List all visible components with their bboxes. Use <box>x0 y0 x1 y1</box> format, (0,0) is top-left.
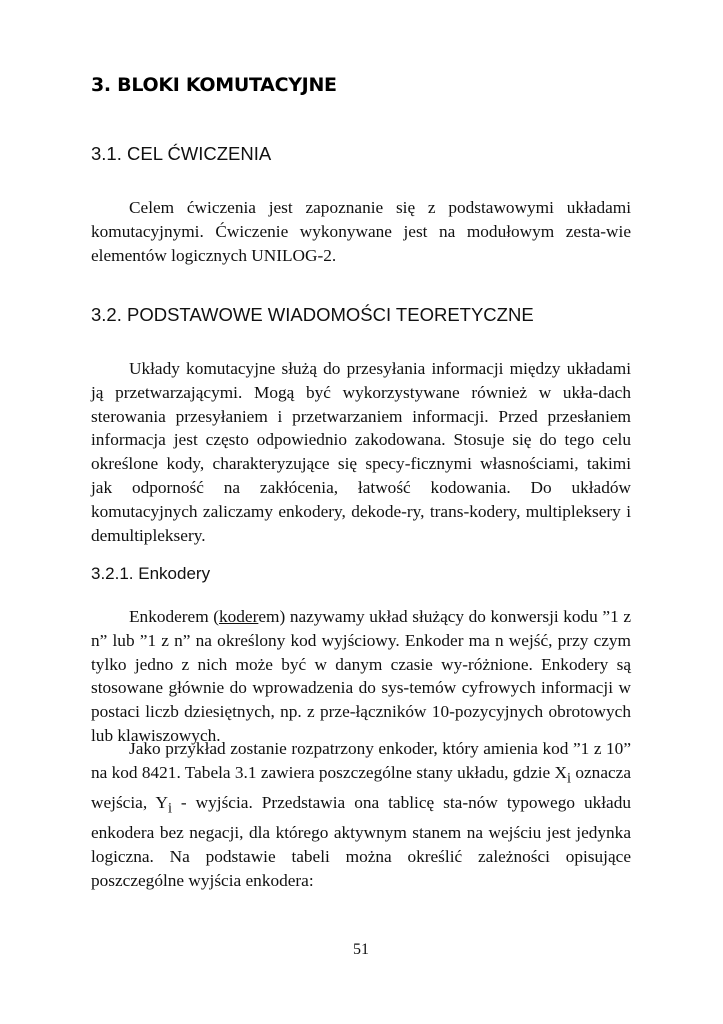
subsection-title-enkodery: 3.2.1. Enkodery <box>91 564 211 583</box>
subscript-i: i <box>567 770 572 787</box>
page-number: 51 <box>353 941 369 958</box>
chapter-title: 3. BLOKI KOMUTACYJNE <box>91 74 337 96</box>
document-page <box>91 0 631 1024</box>
enkodery-paragraph-definition <box>91 605 631 748</box>
section-paragraph-cel-cwiczenia: Celem ćwiczenia jest zapoznanie się z podstawowymi układami komutacyjnymi. Ćwiczenie wykonywane jest na modułowym zesta-wie elementów logicznych UNILOG-2. <box>91 198 631 265</box>
underlined-term: koder <box>219 607 259 626</box>
text-segment: oznacza wejścia, <box>91 762 632 813</box>
symbol-y: Y <box>155 793 168 813</box>
text-segment: Enkoderem ( <box>129 607 219 626</box>
section-title-wiadomosci-teoretyczne: 3.2. PODSTAWOWE WIADOMOŚCI TEORETYCZNE <box>91 304 534 325</box>
enkodery-paragraph-example <box>91 737 631 893</box>
text-segment: Jako przykład zostanie rozpatrzony enkoder, który amienia kod ”1 z 10” na kod 8421. Tabela 3.1 zawiera poszczególne stany układu, gdzie <box>91 739 631 782</box>
section-title-cel-cwiczenia: 3.1. CEL ĆWICZENIA <box>91 143 272 164</box>
section-paragraph-wiadomosci-teoretyczne: Układy komutacyjne służą do przesyłania informacji między układami ją przetwarzającymi. Mogą być wykorzystywane również w ukła-dach sterowania przesyłaniem i przetwarzaniem informacji. Przed przesłaniem informacja jest często odpowiednio zakodowana. Stosuje się do tego celu określone kody, charakteryzujące się specy-ficznymi własnościami, takimi jak odporność na zakłócenia, łatwość kodowania. Do układów komutacyjnych zaliczamy enkodery, dekode-ry, trans-kodery, multipleksery i demultipleksery. <box>91 359 631 545</box>
subscript-i: i <box>167 800 172 817</box>
text-segment: em) nazywamy układ służący do konwersji kodu ”1 z n” lub ”1 z n” na określony kod wyjściowy. Enkoder ma n wejść, przy czym tylko jedno z nich może być w danym czasie wy-różnione. Enkodery są stosowane głównie do wprowadzenia do sys-temów cyfrowych informacji w postaci liczb dziesiętnych, np. z prze-łączników 10-pozycyjnych obrotowych lub klawiszowych. <box>91 607 631 745</box>
text-segment: - wyjścia. Przedstawia ona tablicę sta-nów typowego układu enkodera bez negacji, dla którego aktywnym stanem na wejściu jest jedynka logiczna. Na podstawie tabeli można określić zależności opisujące poszczególne wyjścia enkodera: <box>91 793 631 890</box>
symbol-x: X <box>554 762 568 782</box>
